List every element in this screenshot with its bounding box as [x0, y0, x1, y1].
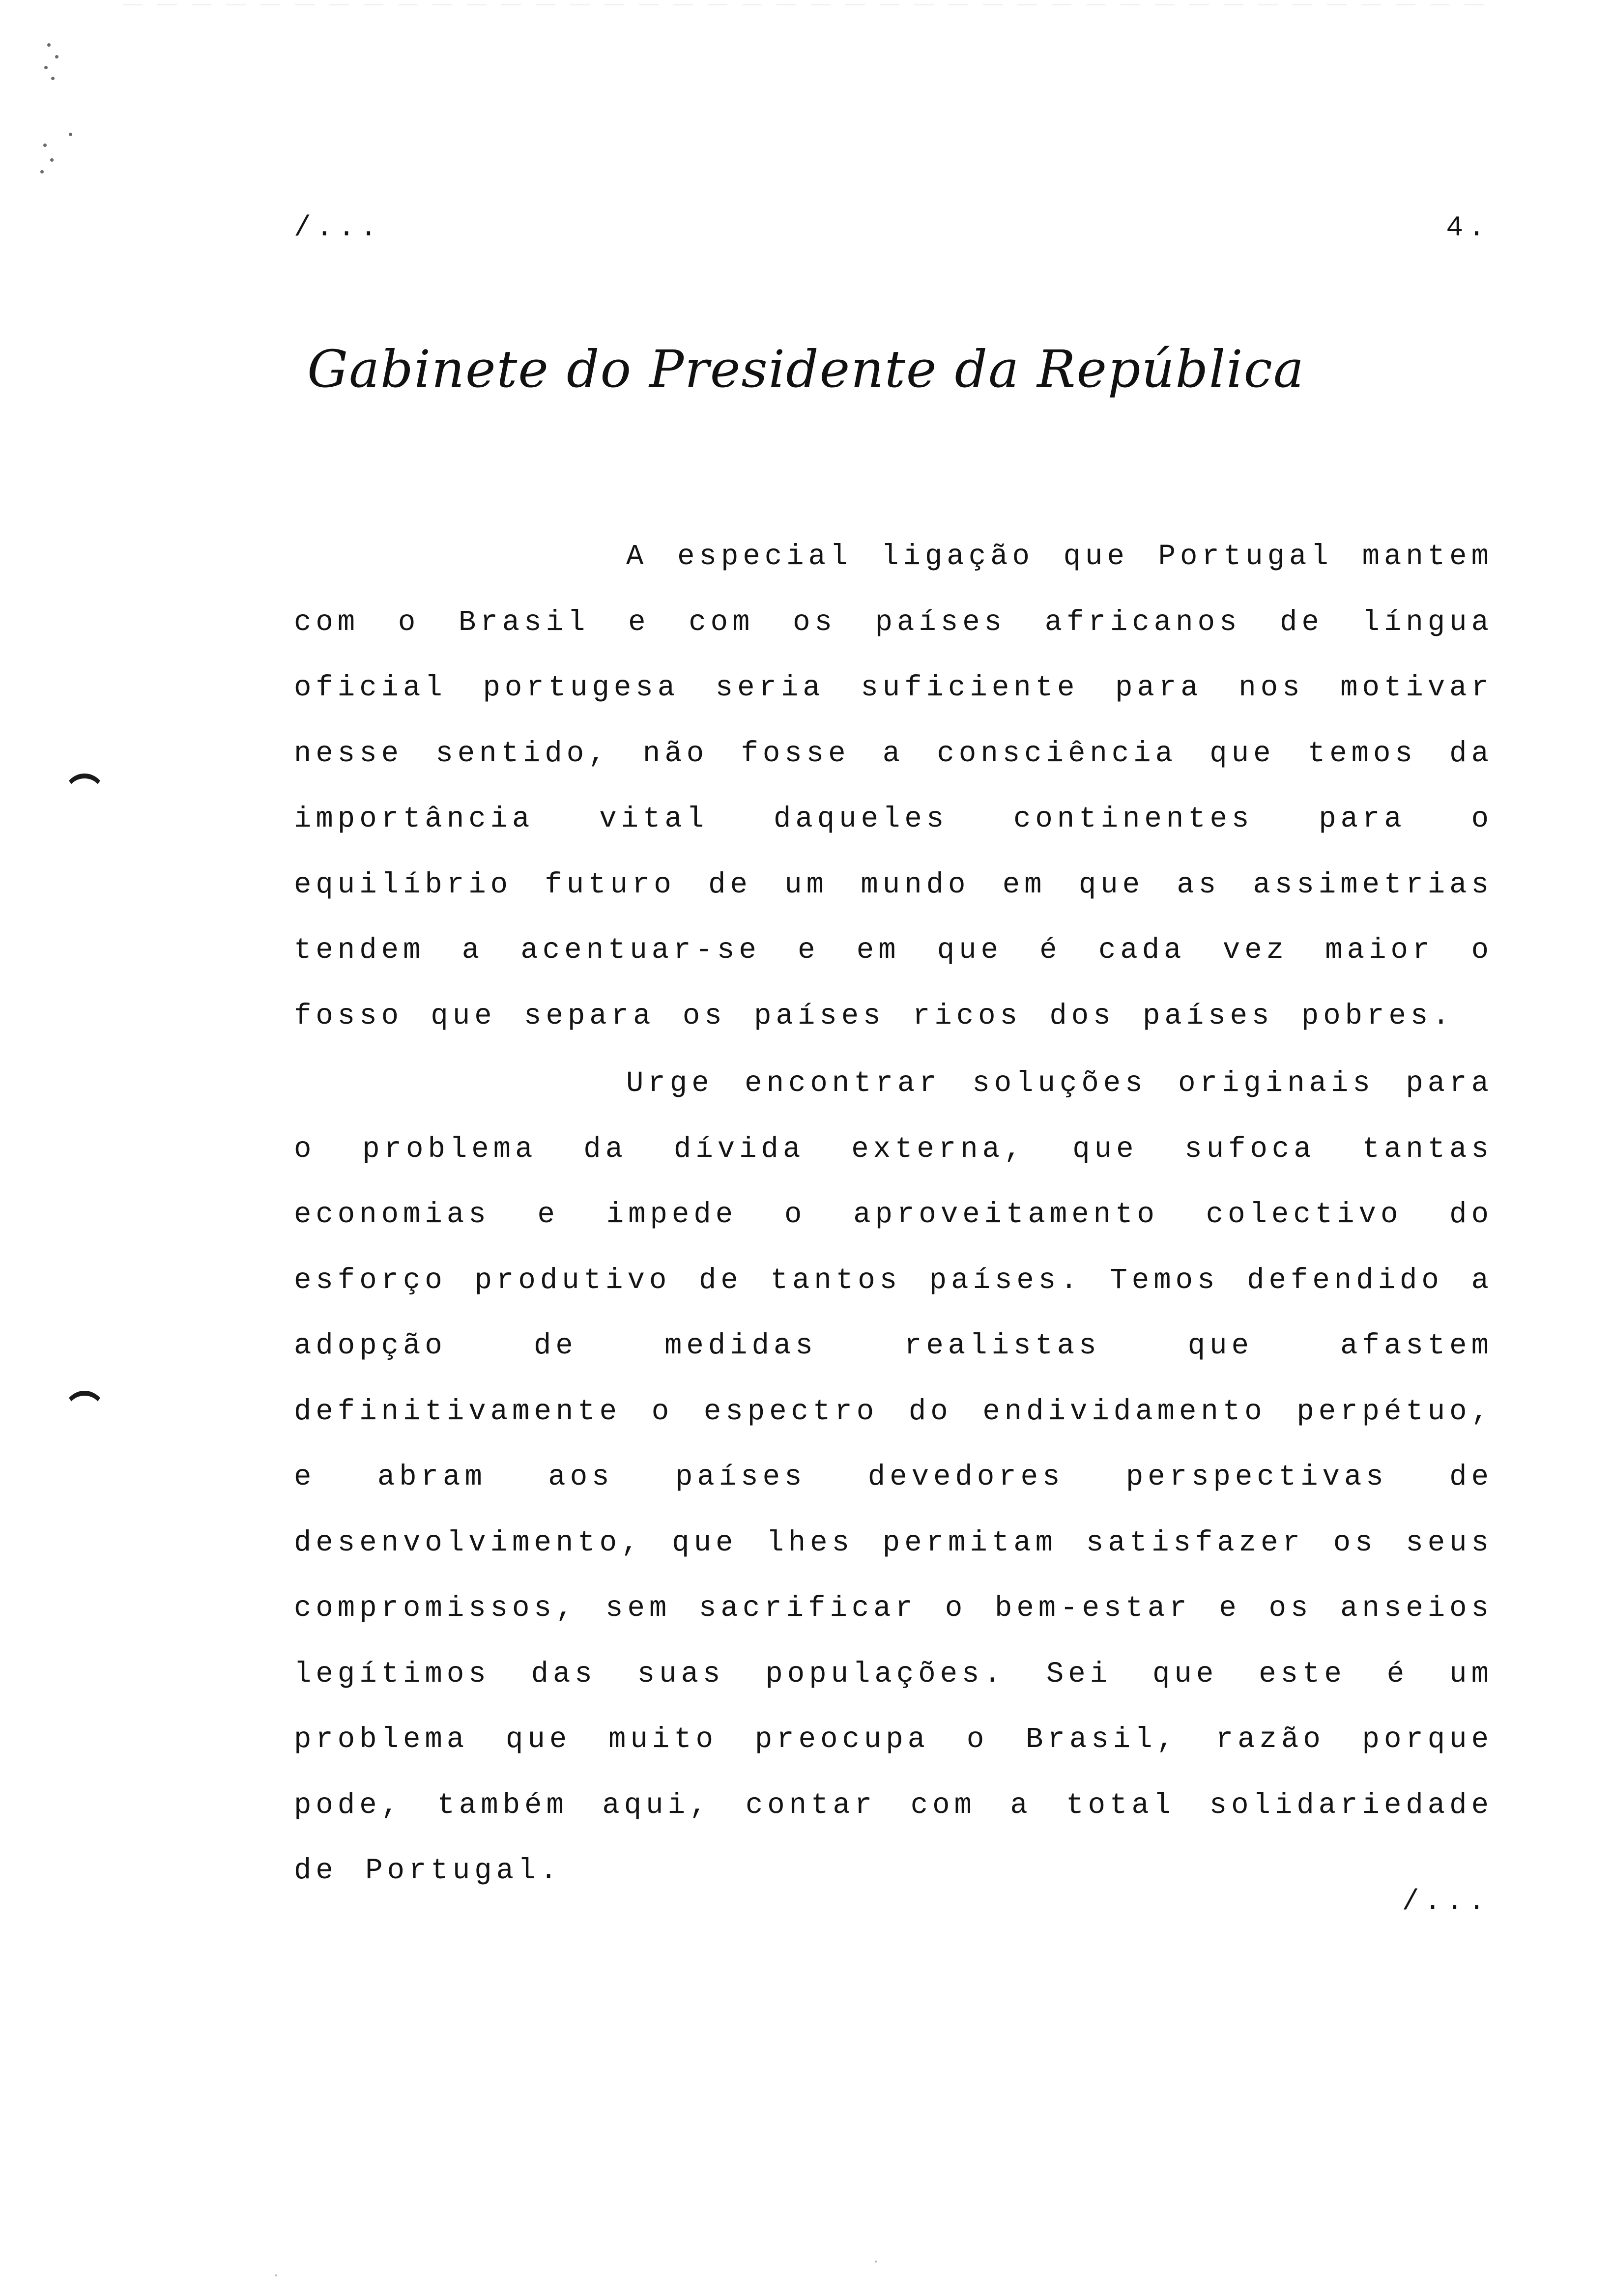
body-paragraph: A especial ligação que Portugal mantem com o Brasil e com os países africanos de língua oficial portugesa seria suficiente para nos motivar nesse sentido, não fosse a consciência que temos da importância vital daqueles continentes para o equilíbrio futuro de um mundo em que as assimetrias tendem a acentuar-se e em que é cada vez maior o fosso que separa os países ricos dos países pobres. — [294, 540, 1493, 1033]
scan-speck — [875, 2261, 877, 2263]
scan-speck — [69, 133, 72, 136]
letterhead-title: Gabinete do Presidente da República — [307, 339, 1305, 399]
scan-speck — [43, 144, 47, 147]
scan-speck — [55, 55, 58, 58]
scan-speck — [50, 158, 54, 162]
body-paragraph: Urge encontrar soluções originais para o problema da dívida externa, que sufoca tantas economias e impede o aproveitamento colectivo do esforço produtivo de tantos países. Temos defendido a adopção de medidas realistas que afastem definitivamente o espectro do endividamento perpétuo, e abram aos países devedores perspectivas de desenvolvimento, que lhes permitam satisfazer os seus compromissos, sem sacrificar o bem-estar e os anseios legítimos das suas populações. Sei que este é um problema que muito preocupa o Brasil, razão porque pode, também aqui, contar com a total solidariedade de Portugal. — [294, 1067, 1493, 1887]
header-reference: /... — [294, 212, 382, 244]
scan-speck — [51, 77, 55, 80]
scan-speck — [40, 170, 44, 173]
punch-hole-mark — [64, 1391, 105, 1432]
continuation-marker: /... — [1402, 1886, 1490, 1918]
scan-speck — [47, 43, 51, 47]
scan-speck — [275, 2274, 277, 2276]
scan-artifact-line — [123, 4, 1499, 5]
scan-speck — [44, 66, 48, 69]
punch-hole-mark — [64, 774, 105, 815]
page-number: 4. — [1446, 212, 1490, 244]
